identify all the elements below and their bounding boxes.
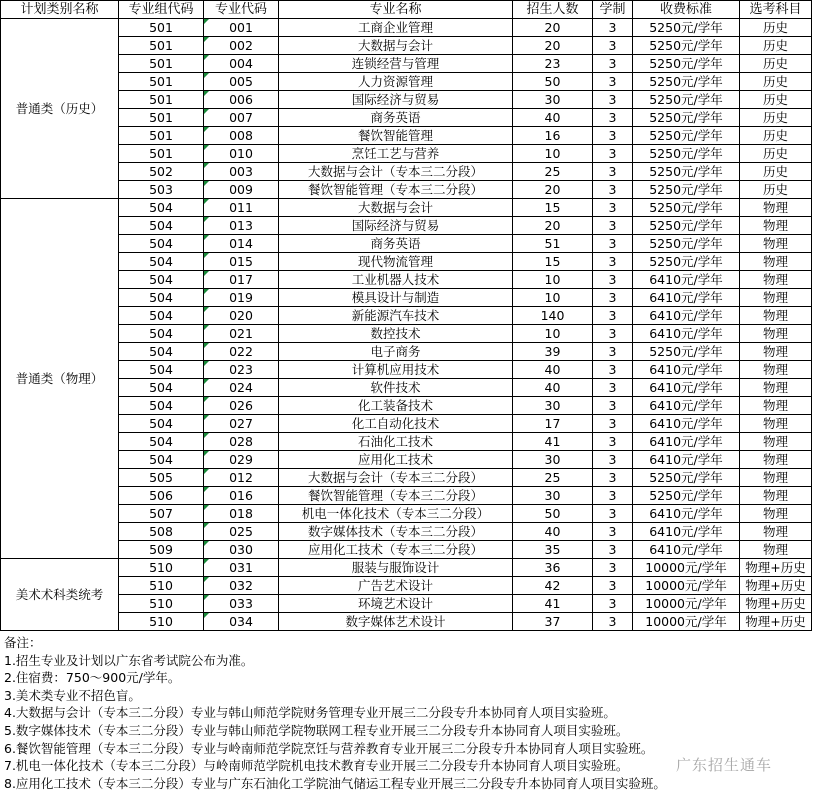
table-row	[1, 523, 812, 541]
table-row	[1, 577, 812, 595]
note-item: 6.餐饮智能管理（专本三二分段）专业与岭南师范学院烹饪与营养教育专业开展三二分段专升本协同育人项目实验班。	[4, 740, 654, 756]
table-row	[1, 361, 812, 379]
major-code-cell: 001	[204, 19, 279, 37]
major-name-cell: 应用化工技术	[279, 451, 513, 469]
duration-cell: 3	[593, 523, 633, 541]
subjects-cell: 物理+历史	[740, 613, 812, 631]
fee-cell: 10000元/学年	[633, 577, 740, 595]
duration-cell: 3	[593, 145, 633, 163]
header-duration: 学制	[593, 1, 633, 19]
group-code-cell: 501	[119, 19, 204, 37]
fee-cell: 5250元/学年	[633, 55, 740, 73]
duration-cell: 3	[593, 181, 633, 199]
major-code-cell: 008	[204, 127, 279, 145]
note-item: 1.招生专业及计划以广东省考试院公布为准。	[4, 652, 254, 668]
major-code-cell: 019	[204, 289, 279, 307]
duration-cell: 3	[593, 289, 633, 307]
subjects-cell: 物理	[740, 505, 812, 523]
duration-cell: 3	[593, 55, 633, 73]
major-code-cell: 003	[204, 163, 279, 181]
group-code-cell: 504	[119, 199, 204, 217]
major-name-cell: 应用化工技术（专本三二分段）	[279, 541, 513, 559]
quota-cell: 30	[513, 487, 593, 505]
table-row	[1, 433, 812, 451]
quota-cell: 40	[513, 109, 593, 127]
subjects-cell: 历史	[740, 91, 812, 109]
major-code-cell: 011	[204, 199, 279, 217]
major-name-cell: 服装与服饰设计	[279, 559, 513, 577]
fee-cell: 6410元/学年	[633, 397, 740, 415]
group-code-cell: 509	[119, 541, 204, 559]
table-row	[1, 127, 812, 145]
subjects-cell: 物理	[740, 523, 812, 541]
duration-cell: 3	[593, 505, 633, 523]
table-body	[1, 19, 812, 631]
group-code-cell: 504	[119, 397, 204, 415]
duration-cell: 3	[593, 19, 633, 37]
major-code-cell: 031	[204, 559, 279, 577]
fee-cell: 6410元/学年	[633, 361, 740, 379]
major-code-cell: 013	[204, 217, 279, 235]
fee-cell: 6410元/学年	[633, 541, 740, 559]
duration-cell: 3	[593, 415, 633, 433]
group-code-cell: 510	[119, 595, 204, 613]
duration-cell: 3	[593, 109, 633, 127]
duration-cell: 3	[593, 37, 633, 55]
duration-cell: 3	[593, 235, 633, 253]
table-row	[1, 397, 812, 415]
major-code-cell: 027	[204, 415, 279, 433]
subjects-cell: 物理	[740, 271, 812, 289]
group-code-cell: 501	[119, 145, 204, 163]
subjects-cell: 物理	[740, 235, 812, 253]
fee-cell: 6410元/学年	[633, 271, 740, 289]
subjects-cell: 历史	[740, 37, 812, 55]
duration-cell: 3	[593, 199, 633, 217]
group-code-cell: 504	[119, 289, 204, 307]
quota-cell: 40	[513, 379, 593, 397]
group-code-cell: 504	[119, 433, 204, 451]
group-code-cell: 501	[119, 109, 204, 127]
table-row	[1, 145, 812, 163]
fee-cell: 5250元/学年	[633, 343, 740, 361]
quota-cell: 20	[513, 217, 593, 235]
subjects-cell: 历史	[740, 73, 812, 91]
group-code-cell: 504	[119, 271, 204, 289]
quota-cell: 42	[513, 577, 593, 595]
fee-cell: 5250元/学年	[633, 469, 740, 487]
quota-cell: 16	[513, 127, 593, 145]
table-row	[1, 37, 812, 55]
quota-cell: 20	[513, 37, 593, 55]
group-code-cell: 504	[119, 361, 204, 379]
fee-cell: 5250元/学年	[633, 127, 740, 145]
group-code-cell: 507	[119, 505, 204, 523]
quota-cell: 35	[513, 541, 593, 559]
major-code-cell: 033	[204, 595, 279, 613]
fee-cell: 6410元/学年	[633, 379, 740, 397]
duration-cell: 3	[593, 361, 633, 379]
major-name-cell: 人力资源管理	[279, 73, 513, 91]
fee-cell: 5250元/学年	[633, 181, 740, 199]
table-row	[1, 163, 812, 181]
table-row	[1, 451, 812, 469]
table-row	[1, 487, 812, 505]
major-name-cell: 工商企业管理	[279, 19, 513, 37]
fee-cell: 5250元/学年	[633, 91, 740, 109]
note-item: 2.住宿费：750～900元/学年。	[4, 670, 181, 686]
group-code-cell: 504	[119, 307, 204, 325]
duration-cell: 3	[593, 433, 633, 451]
major-code-cell: 017	[204, 271, 279, 289]
major-name-cell: 大数据与会计（专本三二分段）	[279, 163, 513, 181]
table-row	[1, 181, 812, 199]
duration-cell: 3	[593, 469, 633, 487]
subjects-cell: 历史	[740, 163, 812, 181]
major-name-cell: 国际经济与贸易	[279, 217, 513, 235]
duration-cell: 3	[593, 271, 633, 289]
major-name-cell: 工业机器人技术	[279, 271, 513, 289]
table-row	[1, 19, 812, 37]
major-name-cell: 餐饮智能管理	[279, 127, 513, 145]
duration-cell: 3	[593, 595, 633, 613]
quota-cell: 30	[513, 397, 593, 415]
quota-cell: 10	[513, 289, 593, 307]
table-row	[1, 91, 812, 109]
quota-cell: 25	[513, 163, 593, 181]
major-name-cell: 石油化工技术	[279, 433, 513, 451]
group-code-cell: 504	[119, 415, 204, 433]
duration-cell: 3	[593, 307, 633, 325]
duration-cell: 3	[593, 163, 633, 181]
duration-cell: 3	[593, 91, 633, 109]
major-name-cell: 软件技术	[279, 379, 513, 397]
subjects-cell: 物理	[740, 199, 812, 217]
fee-cell: 5250元/学年	[633, 145, 740, 163]
duration-cell: 3	[593, 397, 633, 415]
group-code-cell: 501	[119, 91, 204, 109]
major-name-cell: 数字媒体艺术设计	[279, 613, 513, 631]
subjects-cell: 历史	[740, 109, 812, 127]
major-name-cell: 餐饮智能管理（专本三二分段）	[279, 181, 513, 199]
quota-cell: 15	[513, 199, 593, 217]
group-code-cell: 510	[119, 613, 204, 631]
quota-cell: 17	[513, 415, 593, 433]
subjects-cell: 物理	[740, 451, 812, 469]
quota-cell: 51	[513, 235, 593, 253]
major-code-cell: 026	[204, 397, 279, 415]
major-code-cell: 010	[204, 145, 279, 163]
major-code-cell: 012	[204, 469, 279, 487]
major-code-cell: 025	[204, 523, 279, 541]
major-name-cell: 数字媒体技术（专本三二分段）	[279, 523, 513, 541]
fee-cell: 5250元/学年	[633, 253, 740, 271]
header-major-name: 专业名称	[279, 1, 513, 19]
duration-cell: 3	[593, 343, 633, 361]
fee-cell: 5250元/学年	[633, 199, 740, 217]
group-code-cell: 505	[119, 469, 204, 487]
quota-cell: 30	[513, 91, 593, 109]
subjects-cell: 历史	[740, 127, 812, 145]
major-code-cell: 021	[204, 325, 279, 343]
duration-cell: 3	[593, 577, 633, 595]
subjects-cell: 物理	[740, 433, 812, 451]
major-code-cell: 030	[204, 541, 279, 559]
group-code-cell: 501	[119, 55, 204, 73]
fee-cell: 6410元/学年	[633, 451, 740, 469]
fee-cell: 5250元/学年	[633, 487, 740, 505]
major-code-cell: 018	[204, 505, 279, 523]
quota-cell: 50	[513, 505, 593, 523]
major-name-cell: 化工装备技术	[279, 397, 513, 415]
major-name-cell: 国际经济与贸易	[279, 91, 513, 109]
table-row	[1, 217, 812, 235]
group-code-cell: 508	[119, 523, 204, 541]
quota-cell: 15	[513, 253, 593, 271]
duration-cell: 3	[593, 451, 633, 469]
table-row	[1, 55, 812, 73]
major-code-cell: 009	[204, 181, 279, 199]
fee-cell: 5250元/学年	[633, 19, 740, 37]
quota-cell: 40	[513, 361, 593, 379]
group-code-cell: 506	[119, 487, 204, 505]
table-row	[1, 343, 812, 361]
major-code-cell: 023	[204, 361, 279, 379]
quota-cell: 23	[513, 55, 593, 73]
note-item: 8.应用化工技术（专本三二分段）专业与广东石油化工学院油气储运工程专业开展三二分段专升本协同育人项目实验班。	[4, 775, 666, 791]
quota-cell: 40	[513, 523, 593, 541]
duration-cell: 3	[593, 379, 633, 397]
table-row	[1, 559, 812, 577]
major-name-cell: 连锁经营与管理	[279, 55, 513, 73]
quota-cell: 41	[513, 595, 593, 613]
fee-cell: 10000元/学年	[633, 595, 740, 613]
table-row	[1, 541, 812, 559]
fee-cell: 10000元/学年	[633, 613, 740, 631]
table-row	[1, 613, 812, 631]
fee-cell: 6410元/学年	[633, 325, 740, 343]
quota-cell: 10	[513, 145, 593, 163]
major-code-cell: 002	[204, 37, 279, 55]
fee-cell: 10000元/学年	[633, 559, 740, 577]
table-row	[1, 253, 812, 271]
table-row	[1, 289, 812, 307]
major-name-cell: 电子商务	[279, 343, 513, 361]
subjects-cell: 物理	[740, 217, 812, 235]
subjects-cell: 物理	[740, 379, 812, 397]
fee-cell: 5250元/学年	[633, 73, 740, 91]
major-name-cell: 大数据与会计	[279, 199, 513, 217]
group-code-cell: 504	[119, 253, 204, 271]
fee-cell: 5250元/学年	[633, 235, 740, 253]
subjects-cell: 物理	[740, 325, 812, 343]
table-row	[1, 325, 812, 343]
duration-cell: 3	[593, 613, 633, 631]
major-name-cell: 大数据与会计（专本三二分段）	[279, 469, 513, 487]
subjects-cell: 物理	[740, 487, 812, 505]
subjects-cell: 物理	[740, 361, 812, 379]
major-name-cell: 机电一体化技术（专本三二分段）	[279, 505, 513, 523]
major-name-cell: 模具设计与制造	[279, 289, 513, 307]
subjects-cell: 物理	[740, 541, 812, 559]
header-quota: 招生人数	[513, 1, 593, 19]
major-code-cell: 016	[204, 487, 279, 505]
table-row	[1, 73, 812, 91]
subjects-cell: 物理	[740, 289, 812, 307]
group-code-cell: 510	[119, 559, 204, 577]
fee-cell: 5250元/学年	[633, 109, 740, 127]
quota-cell: 10	[513, 271, 593, 289]
group-code-cell: 501	[119, 73, 204, 91]
table-row	[1, 235, 812, 253]
major-code-cell: 014	[204, 235, 279, 253]
fee-cell: 5250元/学年	[633, 217, 740, 235]
major-name-cell: 烹饪工艺与营养	[279, 145, 513, 163]
group-code-cell: 504	[119, 451, 204, 469]
category-cell: 普通类（历史）	[1, 19, 119, 199]
table-row	[1, 469, 812, 487]
subjects-cell: 历史	[740, 145, 812, 163]
duration-cell: 3	[593, 253, 633, 271]
major-code-cell: 005	[204, 73, 279, 91]
major-name-cell: 化工自动化技术	[279, 415, 513, 433]
header-category: 计划类别名称	[1, 1, 119, 19]
quota-cell: 20	[513, 181, 593, 199]
fee-cell: 6410元/学年	[633, 415, 740, 433]
header-subjects: 选考科目	[740, 1, 812, 19]
group-code-cell: 510	[119, 577, 204, 595]
fee-cell: 5250元/学年	[633, 37, 740, 55]
major-name-cell: 现代物流管理	[279, 253, 513, 271]
major-code-cell: 028	[204, 433, 279, 451]
fee-cell: 5250元/学年	[633, 163, 740, 181]
note-item: 4.大数据与会计（专本三二分段）专业与韩山师范学院财务管理专业开展三二分段专升本协同育人项目实验班。	[4, 705, 616, 721]
major-code-cell: 007	[204, 109, 279, 127]
notes-title: 备注：	[4, 635, 42, 650]
major-code-cell: 029	[204, 451, 279, 469]
duration-cell: 3	[593, 217, 633, 235]
table-row	[1, 109, 812, 127]
major-code-cell: 032	[204, 577, 279, 595]
duration-cell: 3	[593, 487, 633, 505]
major-name-cell: 数控技术	[279, 325, 513, 343]
duration-cell: 3	[593, 325, 633, 343]
fee-cell: 6410元/学年	[633, 433, 740, 451]
quota-cell: 20	[513, 19, 593, 37]
duration-cell: 3	[593, 127, 633, 145]
major-name-cell: 商务英语	[279, 109, 513, 127]
quota-cell: 50	[513, 73, 593, 91]
table-row	[1, 505, 812, 523]
major-code-cell: 024	[204, 379, 279, 397]
subjects-cell: 物理	[740, 469, 812, 487]
fee-cell: 6410元/学年	[633, 307, 740, 325]
header-fee: 收费标准	[633, 1, 740, 19]
major-name-cell: 计算机应用技术	[279, 361, 513, 379]
group-code-cell: 501	[119, 127, 204, 145]
subjects-cell: 历史	[740, 19, 812, 37]
major-name-cell: 环境艺术设计	[279, 595, 513, 613]
quota-cell: 30	[513, 451, 593, 469]
fee-cell: 6410元/学年	[633, 289, 740, 307]
subjects-cell: 物理+历史	[740, 577, 812, 595]
quota-cell: 37	[513, 613, 593, 631]
watermark: 广东招生通车	[676, 756, 773, 774]
note-item: 7.机电一体化技术（专本三二分段）与岭南师范学院机电技术教育专业开展三二分段专升本协同育人项目实验班。	[4, 758, 629, 774]
group-code-cell: 504	[119, 217, 204, 235]
subjects-cell: 物理	[740, 415, 812, 433]
subjects-cell: 物理	[740, 307, 812, 325]
subjects-cell: 物理	[740, 397, 812, 415]
major-code-cell: 004	[204, 55, 279, 73]
header-row	[1, 1, 812, 19]
major-code-cell: 034	[204, 613, 279, 631]
major-name-cell: 新能源汽车技术	[279, 307, 513, 325]
table-row	[1, 595, 812, 613]
subjects-cell: 物理	[740, 253, 812, 271]
table-row	[1, 379, 812, 397]
table-row	[1, 199, 812, 217]
quota-cell: 36	[513, 559, 593, 577]
major-code-cell: 015	[204, 253, 279, 271]
duration-cell: 3	[593, 541, 633, 559]
subjects-cell: 物理+历史	[740, 559, 812, 577]
group-code-cell: 501	[119, 37, 204, 55]
group-code-cell: 502	[119, 163, 204, 181]
duration-cell: 3	[593, 73, 633, 91]
major-name-cell: 大数据与会计	[279, 37, 513, 55]
category-cell: 普通类（物理）	[1, 199, 119, 559]
fee-cell: 6410元/学年	[633, 523, 740, 541]
major-name-cell: 商务英语	[279, 235, 513, 253]
note-item: 3.美术类专业不招色盲。	[4, 687, 141, 703]
subjects-cell: 历史	[740, 181, 812, 199]
subjects-cell: 历史	[740, 55, 812, 73]
category-cell: 美术术科类统考	[1, 559, 119, 631]
quota-cell: 39	[513, 343, 593, 361]
fee-cell: 6410元/学年	[633, 505, 740, 523]
subjects-cell: 物理+历史	[740, 595, 812, 613]
major-name-cell: 餐饮智能管理（专本三二分段）	[279, 487, 513, 505]
group-code-cell: 504	[119, 325, 204, 343]
table-row	[1, 271, 812, 289]
major-code-cell: 006	[204, 91, 279, 109]
quota-cell: 41	[513, 433, 593, 451]
major-code-cell: 022	[204, 343, 279, 361]
duration-cell: 3	[593, 559, 633, 577]
quota-cell: 140	[513, 307, 593, 325]
subjects-cell: 物理	[740, 343, 812, 361]
table-row	[1, 307, 812, 325]
group-code-cell: 503	[119, 181, 204, 199]
quota-cell: 25	[513, 469, 593, 487]
group-code-cell: 504	[119, 379, 204, 397]
group-code-cell: 504	[119, 235, 204, 253]
header-group-code: 专业组代码	[119, 1, 204, 19]
group-code-cell: 504	[119, 343, 204, 361]
quota-cell: 10	[513, 325, 593, 343]
major-name-cell: 广告艺术设计	[279, 577, 513, 595]
header-major-code: 专业代码	[204, 1, 279, 19]
table-row	[1, 415, 812, 433]
major-code-cell: 020	[204, 307, 279, 325]
note-item: 5.数字媒体技术（专本三二分段）专业与韩山师范学院物联网工程专业开展三二分段专升本协同育人项目实验班。	[4, 722, 629, 738]
